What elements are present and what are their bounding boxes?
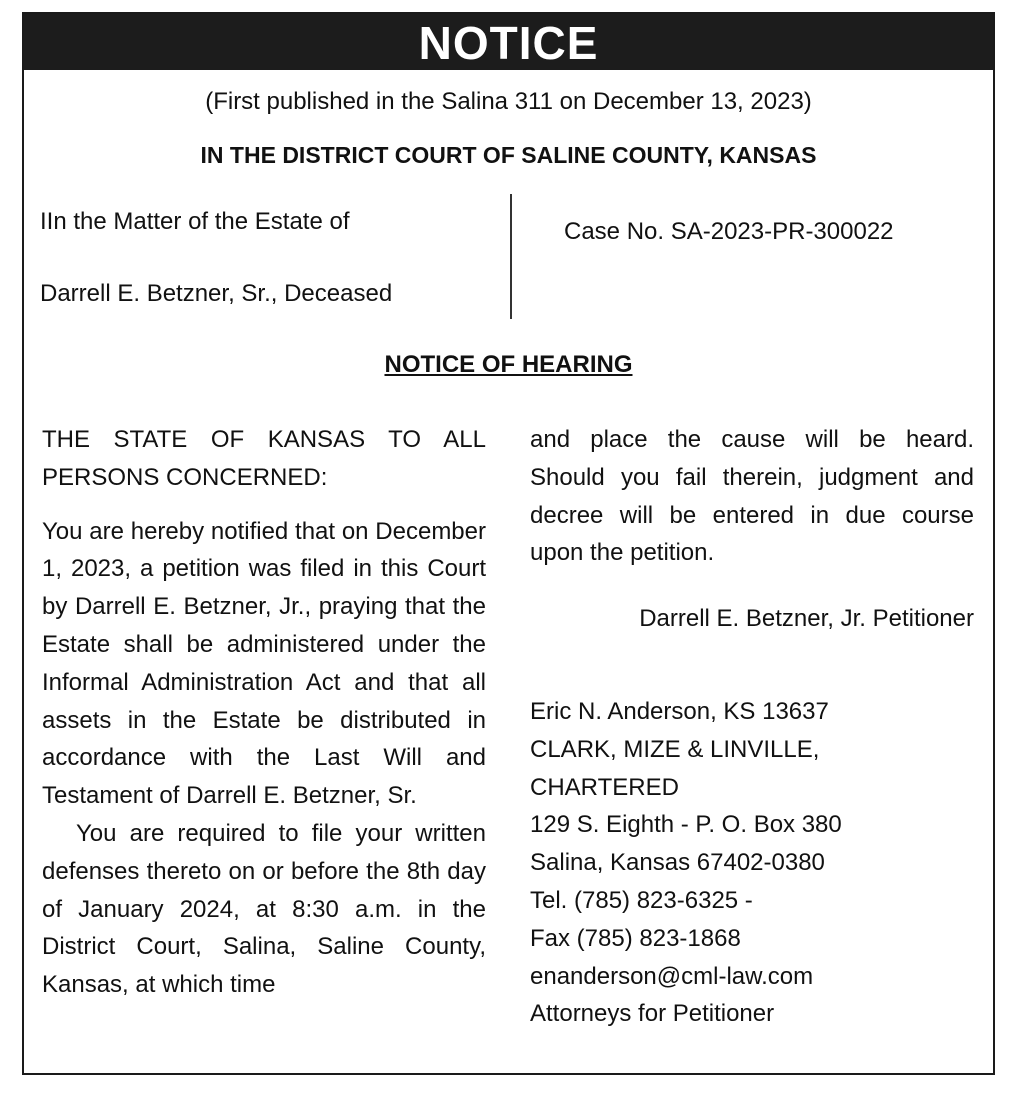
address-line2: Salina, Kansas 67402-0380 xyxy=(530,849,825,877)
fax-number: Fax (785) 823-1868 xyxy=(530,924,741,952)
legal-notice xyxy=(22,12,995,1075)
address-line1: 129 S. Eighth - P. O. Box 380 xyxy=(530,811,842,839)
publication-line: (First published in the Salina 311 on December 13, 2023) xyxy=(205,88,812,115)
case-number: Case No. SA-2023-PR-300022 xyxy=(564,218,894,245)
notice-banner: NOTICE xyxy=(24,14,993,70)
phone-number: Tel. (785) 823-6325 - xyxy=(530,886,753,914)
petitioner-signature: Darrell E. Betzner, Jr. Petitioner xyxy=(639,605,974,632)
email-address: enanderson@cml-law.com xyxy=(530,962,814,990)
court-heading: IN THE DISTRICT COURT OF SALINE COUNTY, KANSAS xyxy=(200,142,817,168)
body-right-column xyxy=(530,421,974,572)
firm-name-line2: CHARTERED xyxy=(530,773,679,801)
matter-line: IIn the Matter of the Estate of xyxy=(40,208,350,235)
body-left-column xyxy=(42,421,486,1004)
firm-name-line1: CLARK, MIZE & LINVILLE, xyxy=(530,735,820,763)
attorney-block xyxy=(530,693,974,1033)
salutation: THE STATE OF KANSAS TO ALL PERSONS CONCERNED: xyxy=(42,426,486,491)
paragraph-petition: You are hereby notified that on December 1, 2023, a petition was filed in this Court by Darrell E. Betzner, Jr., praying that the Estate shall be administered under the Informal Administration Act and that all assets in the Estate be distributed in accordance with the Last Will and Testament of Darrell E. Betzner, Sr. xyxy=(42,517,486,810)
caption-divider xyxy=(510,194,512,319)
paragraph-defenses-end: and place the cause will be heard. Should you fail therein, judgment and decree will be entered in due course upon the petition. xyxy=(530,426,974,567)
attorney-name: Eric N. Anderson, KS 13637 xyxy=(530,698,829,725)
notice-of-hearing-title: NOTICE OF HEARING xyxy=(384,351,633,378)
attorney-role: Attorneys for Petitioner xyxy=(530,1000,775,1028)
paragraph-defenses-start: You are required to file your written defenses thereto on or before the 8th day of January 2024, at 8:30 a.m. in the District Court, Salina, Saline County, Kansas, at which time xyxy=(42,819,486,999)
deceased-line: Darrell E. Betzner, Sr., Deceased xyxy=(40,280,393,307)
